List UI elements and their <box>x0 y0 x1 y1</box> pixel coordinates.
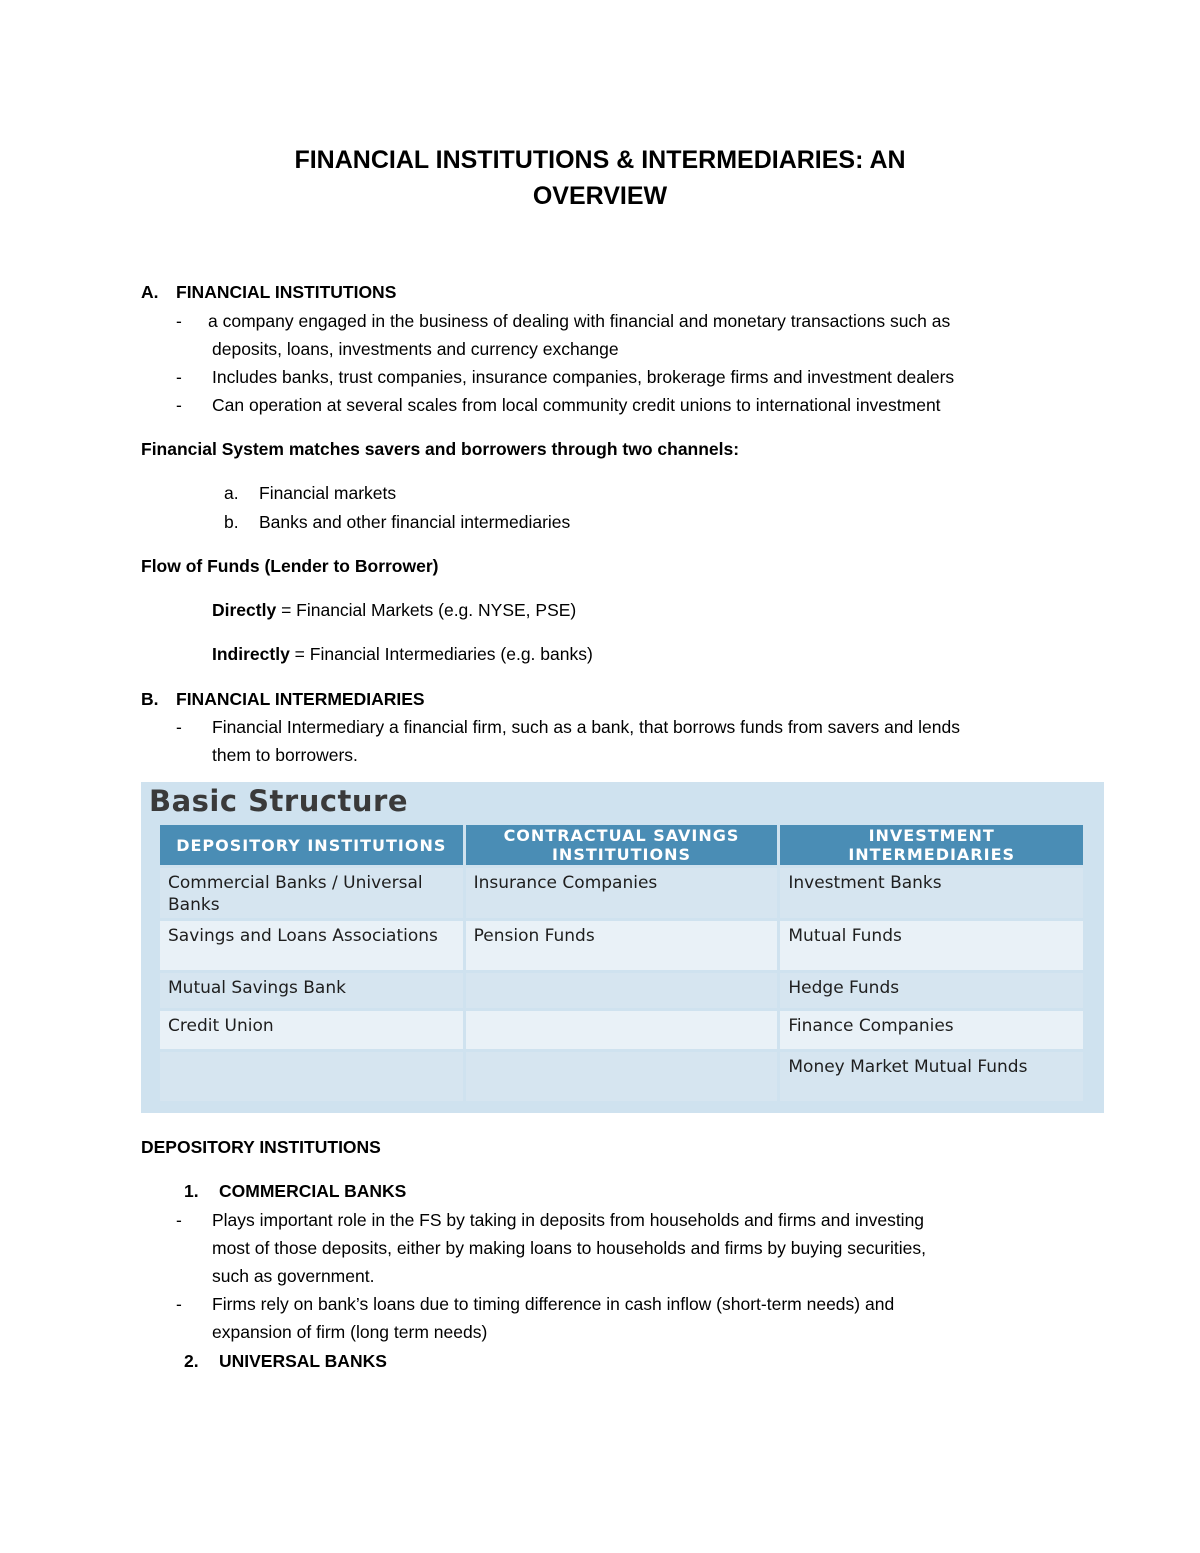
bullet-dash: - <box>176 1210 182 1230</box>
table-cell <box>466 1052 778 1101</box>
basic-structure-figure <box>141 782 1104 1113</box>
system-item-banks: Banks and other financial intermediaries <box>259 512 571 532</box>
table-row <box>160 1052 1083 1101</box>
flow-heading: Flow of Funds (Lender to Borrower) <box>141 556 439 576</box>
structure-header-row <box>160 825 1083 865</box>
table-cell: Money Market Mutual Funds <box>780 1052 1083 1101</box>
table-cell: Mutual Funds <box>780 921 1083 970</box>
flow-direct-text: = Financial Markets (e.g. NYSE, PSE) <box>276 600 577 620</box>
flow-indirect-label: Indirectly <box>212 644 290 664</box>
structure-table <box>157 822 1086 1104</box>
table-cell: Insurance Companies <box>466 868 778 918</box>
table-row <box>160 921 1083 970</box>
commercial-bullet2-line2: expansion of firm (long term needs) <box>212 1322 488 1342</box>
document-title <box>0 142 1200 214</box>
table-cell: Hedge Funds <box>780 973 1083 1008</box>
section-b-bullet1-line2: them to borrowers. <box>212 745 358 765</box>
table-row <box>160 973 1083 1008</box>
system-item-marker-a: a. <box>224 483 239 503</box>
section-b-bullet1-line1: Financial Intermediary a financial firm, such as a bank, that borrows funds from savers and lends <box>212 717 960 737</box>
depository-item2-number: 2. <box>184 1351 199 1371</box>
table-row <box>160 868 1083 918</box>
section-a-bullet3: Can operation at several scales from local community credit unions to international investment <box>212 395 941 415</box>
section-a-bullet2: Includes banks, trust companies, insurance companies, brokerage firms and investment dealers <box>212 367 955 387</box>
section-b-heading: FINANCIAL INTERMEDIARIES <box>176 689 425 709</box>
table-cell: Pension Funds <box>466 921 778 970</box>
section-a-letter: A. <box>141 282 159 302</box>
table-row <box>160 1011 1083 1049</box>
depository-item1-heading: COMMERCIAL BANKS <box>219 1181 407 1201</box>
table-cell: Investment Banks <box>780 868 1083 918</box>
bullet-dash: - <box>176 311 182 331</box>
commercial-bullet1-line1: Plays important role in the FS by taking in deposits from households and firms and investing <box>212 1210 925 1230</box>
table-cell <box>466 1011 778 1049</box>
flow-direct <box>212 596 576 624</box>
flow-direct-label: Directly <box>212 600 277 620</box>
system-item-marker-b: b. <box>224 512 239 532</box>
document-title-line2: OVERVIEW <box>532 182 668 210</box>
section-b-letter: B. <box>141 689 159 709</box>
header-investment: INVESTMENT INTERMEDIARIES <box>780 825 1083 865</box>
bullet-dash: - <box>176 395 182 415</box>
system-heading: Financial System matches savers and borrowers through two channels: <box>141 439 740 459</box>
table-cell: Finance Companies <box>780 1011 1083 1049</box>
section-a-bullet1-line2: deposits, loans, investments and currency exchange <box>212 339 619 359</box>
flow-indirect-text: = Financial Intermediaries (e.g. banks) <box>289 644 593 664</box>
table-cell: Savings and Loans Associations <box>160 921 463 970</box>
bullet-dash: - <box>176 717 182 737</box>
bullet-dash: - <box>176 367 182 387</box>
section-a-heading: FINANCIAL INSTITUTIONS <box>176 282 397 302</box>
table-cell <box>160 1052 463 1101</box>
bullet-dash: - <box>176 1294 182 1314</box>
header-depository: DEPOSITORY INSTITUTIONS <box>160 825 463 865</box>
depository-item2-heading: UNIVERSAL BANKS <box>219 1351 387 1371</box>
section-a-bullet1-line1: a company engaged in the business of dealing with financial and monetary transactions such as <box>208 311 951 331</box>
figure-title: Basic Structure <box>149 784 409 818</box>
commercial-bullet2-line1: Firms rely on bank’s loans due to timing difference in cash inflow (short-term needs) and <box>212 1294 895 1314</box>
table-cell <box>466 973 778 1008</box>
table-cell: Mutual Savings Bank <box>160 973 463 1008</box>
system-item-financial-markets: Financial markets <box>259 483 397 503</box>
header-contractual: CONTRACTUAL SAVINGS INSTITUTIONS <box>466 825 778 865</box>
depository-heading: DEPOSITORY INSTITUTIONS <box>141 1137 381 1157</box>
commercial-bullet1-line3: such as government. <box>212 1266 375 1286</box>
document-title-line1: FINANCIAL INSTITUTIONS & INTERMEDIARIES: AN <box>294 146 906 174</box>
depository-item1-number: 1. <box>184 1181 199 1201</box>
flow-indirect <box>212 640 593 668</box>
table-cell: Commercial Banks / Universal Banks <box>160 868 463 918</box>
table-cell: Credit Union <box>160 1011 463 1049</box>
commercial-bullet1-line2: most of those deposits, either by making loans to households and firms by buying securities, <box>212 1238 926 1258</box>
